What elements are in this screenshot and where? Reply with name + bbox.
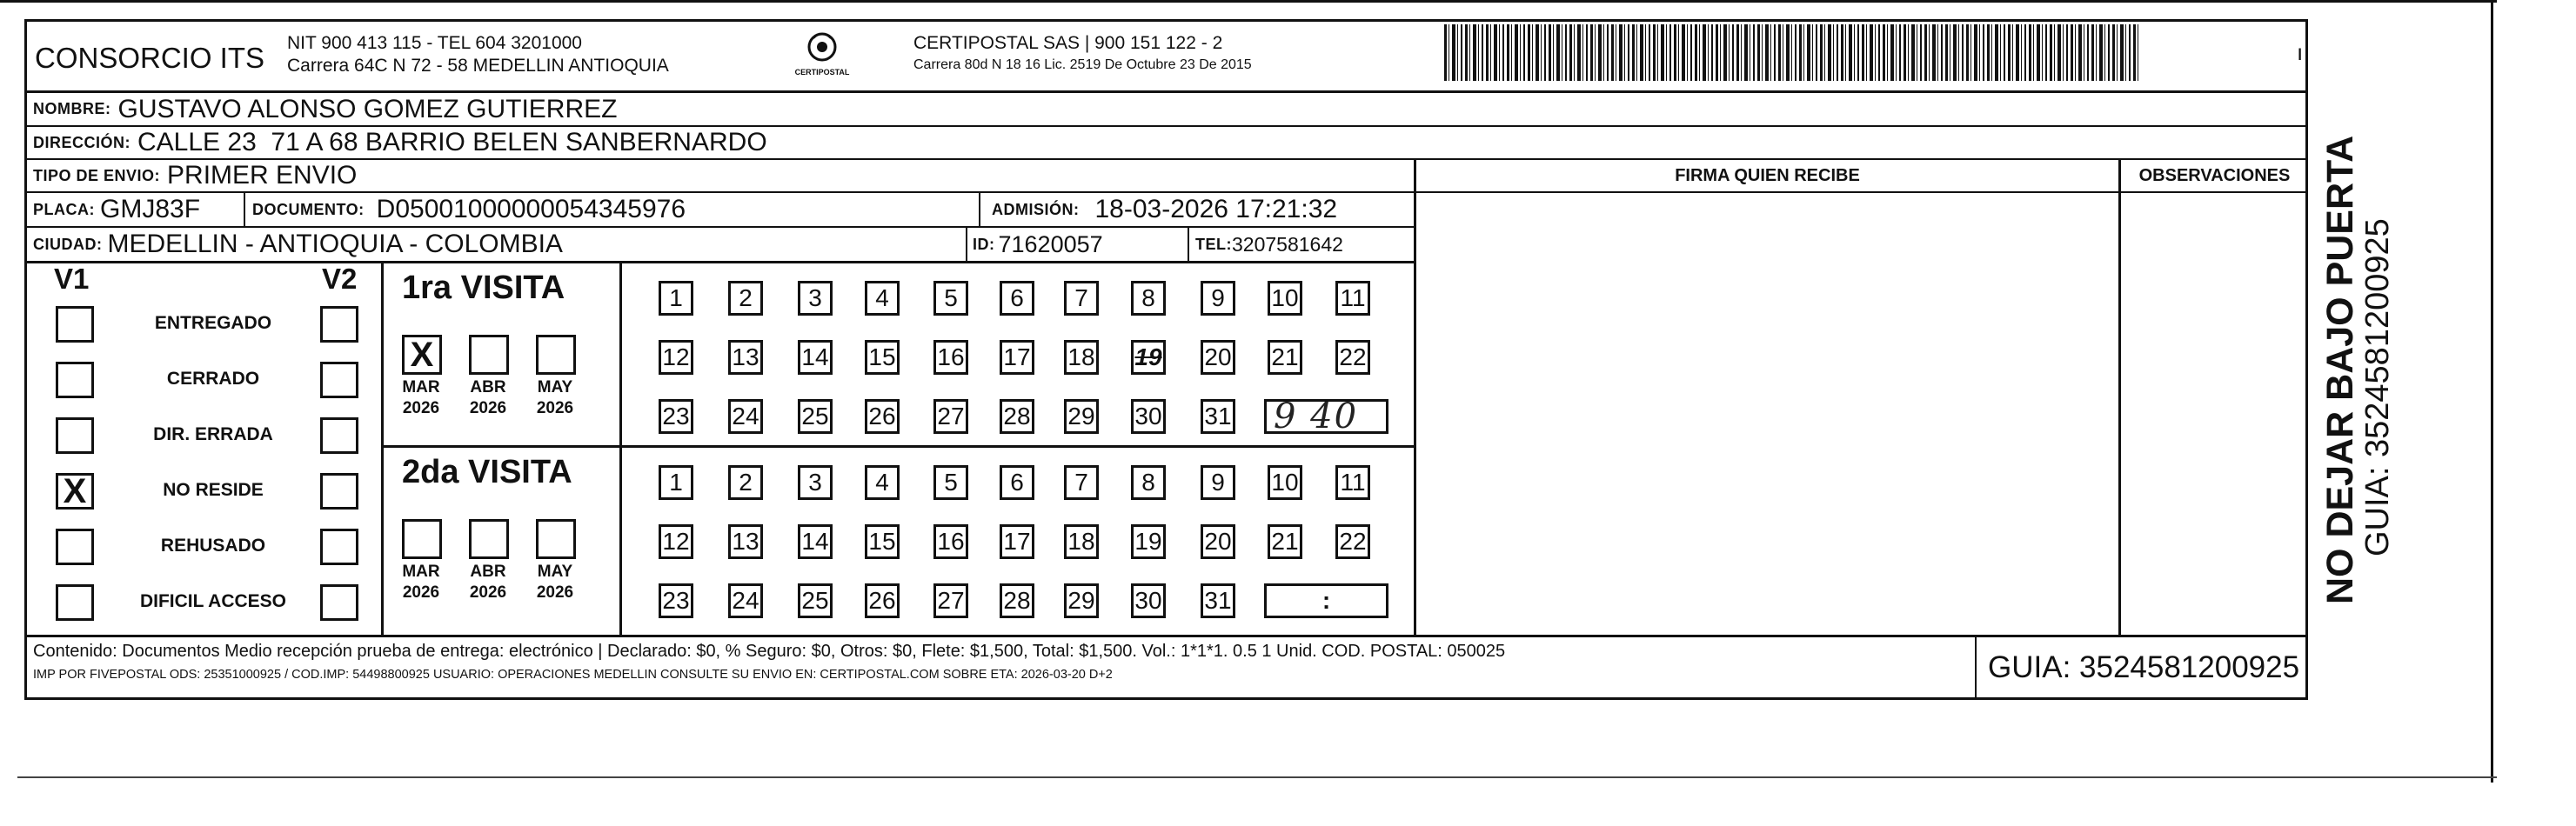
visit1-day-25[interactable]: 25	[798, 399, 833, 434]
status-label-rehusado: REHUSADO	[160, 536, 266, 556]
visit1-day-3[interactable]: 3	[798, 281, 833, 316]
visit2-month-checkbox-may[interactable]	[536, 519, 576, 559]
visit2-day-4[interactable]: 4	[865, 465, 900, 500]
v2-checkbox-dir-errada[interactable]	[320, 417, 358, 454]
address-label: DIRECCIÓN:	[33, 133, 130, 151]
visit2-day-17[interactable]: 17	[1000, 524, 1034, 559]
top-border	[0, 0, 2497, 3]
visit2-day-13[interactable]: 13	[728, 524, 763, 559]
first-visit-title: 1ra VISITA	[402, 270, 565, 306]
visit2-month-label: MAR	[402, 563, 440, 581]
visit2-day-21[interactable]: 21	[1268, 524, 1302, 559]
visit1-day-31[interactable]: 31	[1201, 399, 1235, 434]
bottom-separator	[17, 776, 2497, 778]
plate-divider	[244, 193, 245, 226]
visit1-day-23[interactable]: 23	[659, 399, 693, 434]
status-visit-divider	[381, 261, 384, 635]
visit1-day-6[interactable]: 6	[1000, 281, 1034, 316]
side-guide: GUIA: 3524581200925	[2359, 218, 2396, 556]
visit1-month-checkbox-mar[interactable]	[402, 335, 442, 375]
visit1-day-4[interactable]: 4	[865, 281, 900, 316]
id-divider	[1188, 228, 1189, 261]
admission-label: ADMISIÓN:	[992, 200, 1080, 218]
second-visit-time-placeholder: :	[1321, 587, 1331, 614]
visit1-day-10[interactable]: 10	[1268, 281, 1302, 316]
visit1-day-29[interactable]: 29	[1064, 399, 1099, 434]
admission-field	[992, 193, 1337, 226]
plate-value: GMJ83F	[100, 195, 201, 223]
visit1-day-1[interactable]: 1	[659, 281, 693, 316]
visit2-day-28[interactable]: 28	[1000, 583, 1034, 618]
visit2-month-label: ABR	[470, 563, 506, 581]
visit2-day-7[interactable]: 7	[1064, 465, 1099, 500]
visit1-day-8[interactable]: 8	[1131, 281, 1166, 316]
visit2-year-label: 2026	[469, 583, 507, 602]
second-visit-title: 2da VISITA	[402, 454, 572, 490]
visit2-day-6[interactable]: 6	[1000, 465, 1034, 500]
tel-value: 3207581642	[1232, 232, 1343, 256]
v1-label: V1	[54, 263, 90, 295]
visit1-day-11[interactable]: 11	[1335, 281, 1370, 316]
check-mark-icon: X	[63, 472, 87, 510]
name-row	[33, 93, 617, 125]
company-address: Carrera 64C N 72 - 58 MEDELLIN ANTIOQUIA	[287, 56, 669, 76]
visit1-day-19[interactable]: 19	[1131, 340, 1166, 375]
visit2-day-20[interactable]: 20	[1201, 524, 1235, 559]
visit2-day-23[interactable]: 23	[659, 583, 693, 618]
first-visit-time: 9 40	[1274, 396, 1359, 436]
visit1-day-24[interactable]: 24	[728, 399, 763, 434]
visit1-day-13[interactable]: 13	[728, 340, 763, 375]
visit2-month-checkbox-mar[interactable]	[402, 519, 442, 559]
plate-label: PLACA:	[33, 200, 95, 218]
status-label-entregado: ENTREGADO	[154, 313, 272, 333]
v1-checkbox-dir-errada[interactable]	[56, 417, 94, 454]
id-label: ID:	[973, 235, 995, 253]
v2-checkbox-cerrado[interactable]	[320, 362, 358, 398]
visit2-day-25[interactable]: 25	[798, 583, 833, 618]
status-label-dificil-acceso: DIFICIL ACCESO	[139, 591, 286, 611]
visit2-day-30[interactable]: 30	[1131, 583, 1166, 618]
visit1-day-5[interactable]: 5	[933, 281, 968, 316]
visit2-day-8[interactable]: 8	[1131, 465, 1166, 500]
shipment-type: PRIMER ENVIO	[167, 161, 358, 190]
visit2-month-label: MAY	[537, 563, 573, 581]
carrier-line-1: CERTIPOSTAL SAS | 900 151 122 - 2	[913, 33, 1223, 53]
company-name: CONSORCIO ITS	[35, 42, 265, 74]
visit1-day-12[interactable]: 12	[659, 340, 693, 375]
visit2-day-9[interactable]: 9	[1201, 465, 1235, 500]
visit1-year-label: 2026	[536, 399, 574, 417]
footer-guide: GUIA: 3524581200925	[1988, 650, 2300, 684]
right-edge-line	[2491, 0, 2493, 783]
visit2-day-1[interactable]: 1	[659, 465, 693, 500]
visit1-month-label: MAY	[537, 378, 573, 396]
visit1-day-18[interactable]: 18	[1064, 340, 1099, 375]
visit1-day-16[interactable]: 16	[933, 340, 968, 375]
visit2-month-checkbox-abr[interactable]	[469, 519, 509, 559]
visit2-day-27[interactable]: 27	[933, 583, 968, 618]
stray-mark: ı	[2297, 39, 2304, 65]
v1-checkbox-cerrado[interactable]	[56, 362, 94, 398]
visit2-day-14[interactable]: 14	[798, 524, 833, 559]
footer-content-line: Contenido: Documentos Medio recepción prueba de entrega: electrónico | Declarado: $0, % Seguro: $0, Otros: $0, Flete: $1,500, Total: $1,500. Vol.: 1*1*1. 0.5 1 Unid. COD. POSTAL: 050025	[33, 642, 1506, 661]
visit1-month-checkbox-may[interactable]	[536, 335, 576, 375]
city-value: MEDELLIN - ANTIOQUIA - COLOMBIA	[107, 230, 563, 258]
v1-checkbox-rehusado[interactable]	[56, 529, 94, 565]
footer-print-line: IMP POR FIVEPOSTAL ODS: 25351000925 / COD.IMP: 54498800925 USUARIO: OPERACIONES MEDELLIN CONSULTE SU ENVIO EN: CERTIPOSTAL.COM SOBRE ETA: 2026-03-20 D+2	[33, 668, 1113, 682]
col-line-observations	[2118, 158, 2121, 635]
visit2-year-label: 2026	[536, 583, 574, 602]
city-label: CIUDAD:	[33, 235, 103, 253]
v1-checkbox-entregado[interactable]	[56, 306, 94, 343]
visit1-day-26[interactable]: 26	[865, 399, 900, 434]
visit1-day-17[interactable]: 17	[1000, 340, 1034, 375]
id-field	[973, 228, 1103, 261]
visit-separator	[381, 445, 1416, 448]
v1-checkbox-no-reside[interactable]	[56, 473, 94, 510]
visit2-day-19[interactable]: 19	[1131, 524, 1166, 559]
document-field	[252, 193, 686, 226]
id-value: 71620057	[998, 230, 1103, 257]
row-line-footer	[24, 635, 2308, 637]
visit2-day-12[interactable]: 12	[659, 524, 693, 559]
v2-checkbox-rehusado[interactable]	[320, 529, 358, 565]
visit2-day-2[interactable]: 2	[728, 465, 763, 500]
city-field	[33, 228, 563, 261]
document-divider	[979, 193, 980, 226]
status-label-dir-errada: DIR. ERRADA	[153, 424, 273, 444]
type-label: TIPO DE ENVIO:	[33, 166, 161, 184]
visit2-day-11[interactable]: 11	[1335, 465, 1370, 500]
carrier-logo	[796, 28, 848, 82]
visit2-day-22[interactable]: 22	[1335, 524, 1370, 559]
visit1-day-15[interactable]: 15	[865, 340, 900, 375]
visit2-day-10[interactable]: 10	[1268, 465, 1302, 500]
visit1-month-checkbox-abr[interactable]	[469, 335, 509, 375]
recipient-address: CALLE 23 71 A 68 BARRIO BELEN SANBERNARDO	[137, 128, 767, 157]
observations-column-header: OBSERVACIONES	[2138, 165, 2291, 185]
visit1-day-14[interactable]: 14	[798, 340, 833, 375]
v2-checkbox-entregado[interactable]	[320, 306, 358, 343]
visit2-day-31[interactable]: 31	[1201, 583, 1235, 618]
first-visit-time-box[interactable]	[1264, 396, 1388, 436]
visit2-day-16[interactable]: 16	[933, 524, 968, 559]
name-label: NOMBRE:	[33, 100, 111, 117]
visit1-day-7[interactable]: 7	[1064, 281, 1099, 316]
tel-field	[1195, 228, 1343, 261]
type-row	[33, 160, 357, 191]
visit2-day-26[interactable]: 26	[865, 583, 900, 618]
document-label: DOCUMENTO:	[252, 200, 365, 218]
status-label-cerrado: CERRADO	[166, 369, 260, 389]
document-value: D05001000000054345976	[376, 195, 686, 223]
footer-guide-divider	[1975, 635, 1977, 700]
row-line-city	[24, 261, 1416, 263]
months-days-divider	[619, 261, 622, 635]
visit1-day-2[interactable]: 2	[728, 281, 763, 316]
visit2-year-label: 2026	[402, 583, 440, 602]
visit1-year-label: 2026	[469, 399, 507, 417]
visit1-month-label: ABR	[470, 378, 506, 396]
v2-label: V2	[322, 263, 358, 295]
barcode	[1444, 24, 2140, 81]
company-nit: NIT 900 413 115 - TEL 604 3201000	[287, 33, 582, 53]
visit1-day-22[interactable]: 22	[1335, 340, 1370, 375]
col-line-signature	[1414, 158, 1416, 635]
visit1-day-27[interactable]: 27	[933, 399, 968, 434]
check-mark-icon: X	[410, 336, 434, 374]
visit2-day-24[interactable]: 24	[728, 583, 763, 618]
v1-checkbox-dificil-acceso[interactable]	[56, 584, 94, 621]
signature-column-header: FIRMA QUIEN RECIBE	[1675, 165, 1860, 185]
logo-caption: CERTIPOSTAL	[794, 68, 850, 77]
visit1-day-30[interactable]: 30	[1131, 399, 1166, 434]
side-warning: NO DEJAR BAJO PUERTA	[2319, 135, 2361, 604]
second-visit-time-box[interactable]	[1264, 583, 1388, 618]
visit1-day-20[interactable]: 20	[1201, 340, 1235, 375]
visit1-year-label: 2026	[402, 399, 440, 417]
visit1-day-9[interactable]: 9	[1201, 281, 1235, 316]
visit1-month-label: MAR	[402, 378, 440, 396]
visit1-day-28[interactable]: 28	[1000, 399, 1034, 434]
visit1-day-21[interactable]: 21	[1268, 340, 1302, 375]
recipient-name: GUSTAVO ALONSO GOMEZ GUTIERREZ	[117, 94, 618, 123]
visit2-day-5[interactable]: 5	[933, 465, 968, 500]
admission-value: 18-03-2026 17:21:32	[1094, 195, 1338, 223]
carrier-line-2: Carrera 80d N 18 16 Lic. 2519 De Octubre 23 De 2015	[913, 57, 1252, 72]
v2-checkbox-no-reside[interactable]	[320, 473, 358, 510]
plate-field	[33, 193, 200, 226]
tel-label: TEL:	[1195, 235, 1232, 253]
visit2-day-3[interactable]: 3	[798, 465, 833, 500]
v2-checkbox-dificil-acceso[interactable]	[320, 584, 358, 621]
status-label-no-reside: NO RESIDE	[163, 480, 264, 500]
address-row	[33, 127, 767, 158]
visit2-day-15[interactable]: 15	[865, 524, 900, 559]
visit2-day-29[interactable]: 29	[1064, 583, 1099, 618]
visit2-day-18[interactable]: 18	[1064, 524, 1099, 559]
city-divider	[966, 228, 967, 261]
